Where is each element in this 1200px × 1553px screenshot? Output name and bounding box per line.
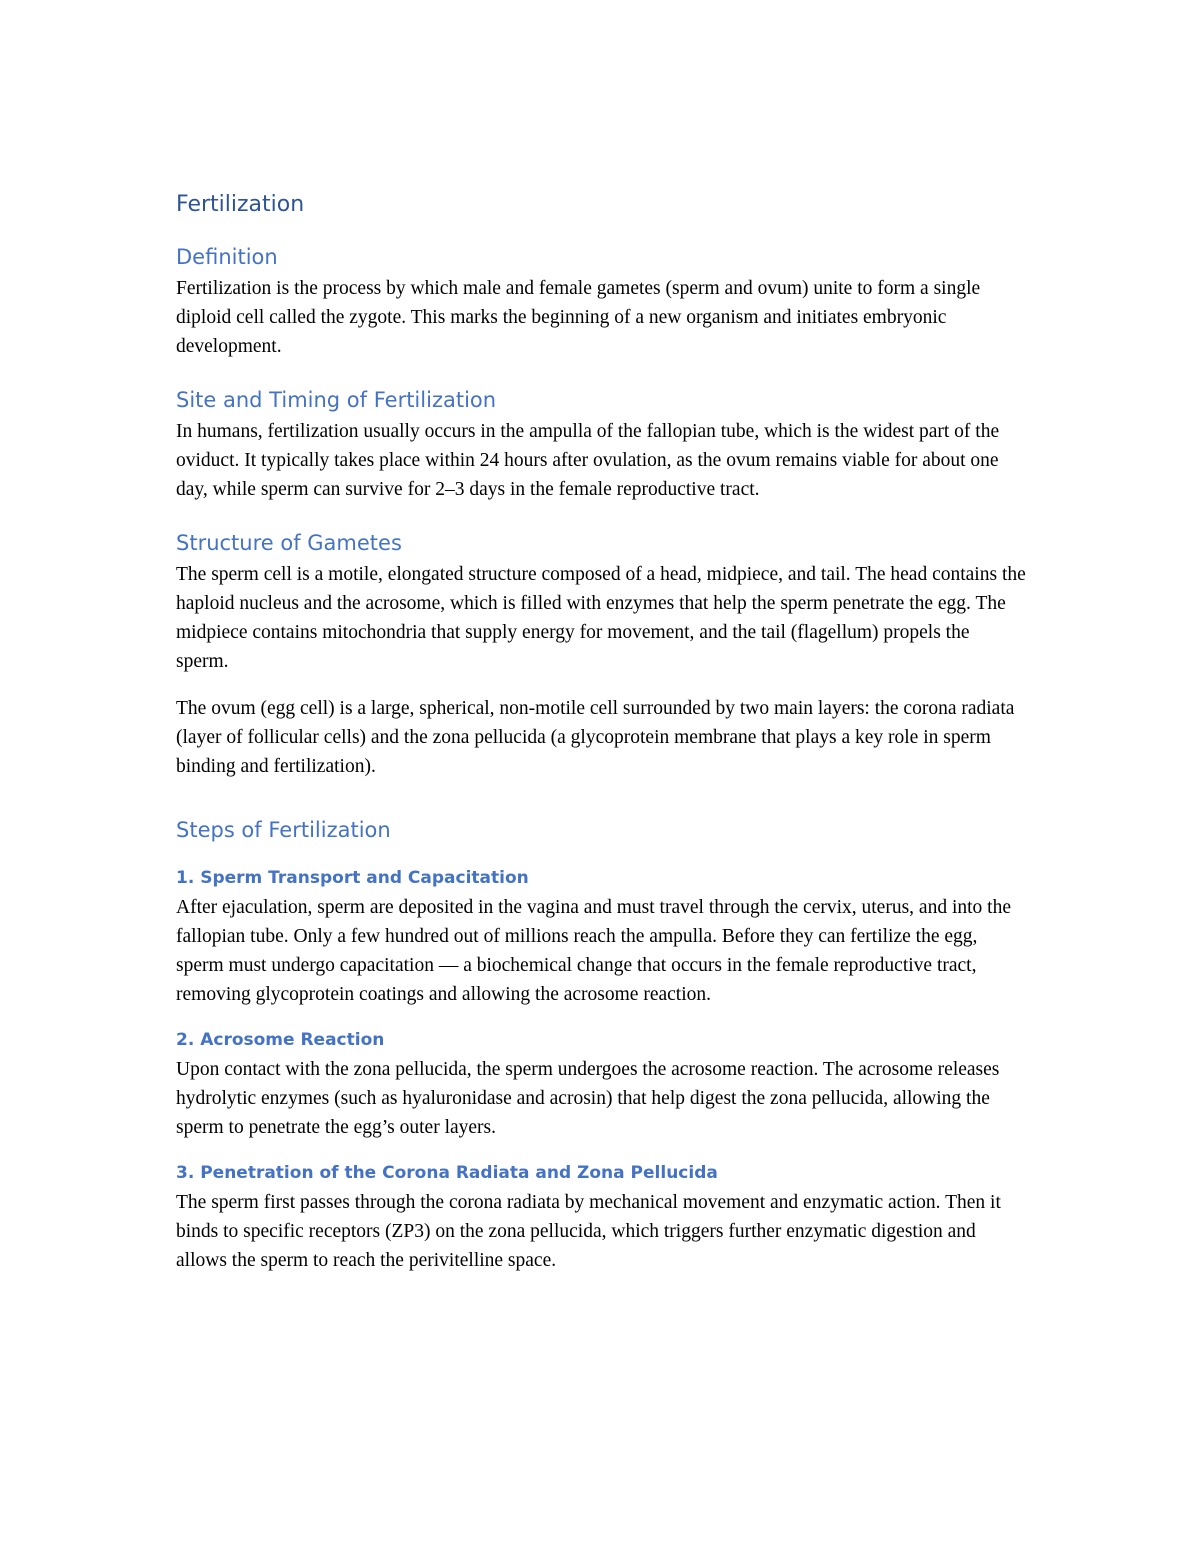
site-timing-paragraph: In humans, fertilization usually occurs in the ampulla of the fallopian tube, which is the widest part of the oviduct. It typically takes place within 24 hours after ovulation, as the ovum remains viable for about one day, while sperm can survive for 2–3 days in the female reproductive tract.	[176, 421, 1000, 500]
step1-heading: 1. Sperm Transport and Capacitation	[176, 868, 529, 888]
document-title: Fertilization	[176, 192, 305, 217]
definition-paragraph: Fertilization is the process by which male and female gametes (sperm and ovum) unite to form a single diploid cell called the zygote. This marks the beginning of a new organism and initiates embryonic development.	[176, 278, 981, 357]
step2-heading: 2. Acrosome Reaction	[176, 1030, 385, 1050]
document-content	[176, 190, 1026, 1275]
step3-paragraph: The sperm first passes through the corona radiata by mechanical movement and enzymatic action. Then it binds to specific receptors (ZP3) on the zona pellucida, which triggers further enzymatic digestion and allows the sperm to reach the perivitelline space.	[176, 1192, 1001, 1271]
definition-heading: Definition	[176, 245, 278, 269]
structure-gametes-heading: Structure of Gametes	[176, 531, 402, 555]
steps-heading: Steps of Fertilization	[176, 818, 391, 842]
step2-paragraph: Upon contact with the zona pellucida, the sperm undergoes the acrosome reaction. The acrosome releases hydrolytic enzymes (such as hyaluronidase and acrosin) that help digest the zona pellucida, allowing the sperm to penetrate the egg’s outer layers.	[176, 1059, 1000, 1138]
ovum-structure-paragraph: The ovum (egg cell) is a large, spherical, non-motile cell surrounded by two main layers: the corona radiata (layer of follicular cells) and the zona pellucida (a glycoprotein membrane that plays a key role in sperm binding and fertilization).	[176, 698, 1015, 777]
site-timing-heading: Site and Timing of Fertilization	[176, 388, 497, 412]
sperm-structure-paragraph: The sperm cell is a motile, elongated structure composed of a head, midpiece, and tail. The head contains the haploid nucleus and the acrosome, which is filled with enzymes that help the sperm penetrate the egg. The midpiece contains mitochondria that supply energy for movement, and the tail (flagellum) propels the sperm.	[176, 564, 1026, 672]
step3-heading: 3. Penetration of the Corona Radiata and Zona Pellucida	[176, 1163, 718, 1183]
step1-paragraph: After ejaculation, sperm are deposited in the vagina and must travel through the cervix, uterus, and into the fallopian tube. Only a few hundred out of millions reach the ampulla. Before they can fertilize the egg, sperm must undergo capacitation — a biochemical change that occurs in the female reproductive tract, removing glycoprotein coatings and allowing the acrosome reaction.	[176, 897, 1011, 1005]
